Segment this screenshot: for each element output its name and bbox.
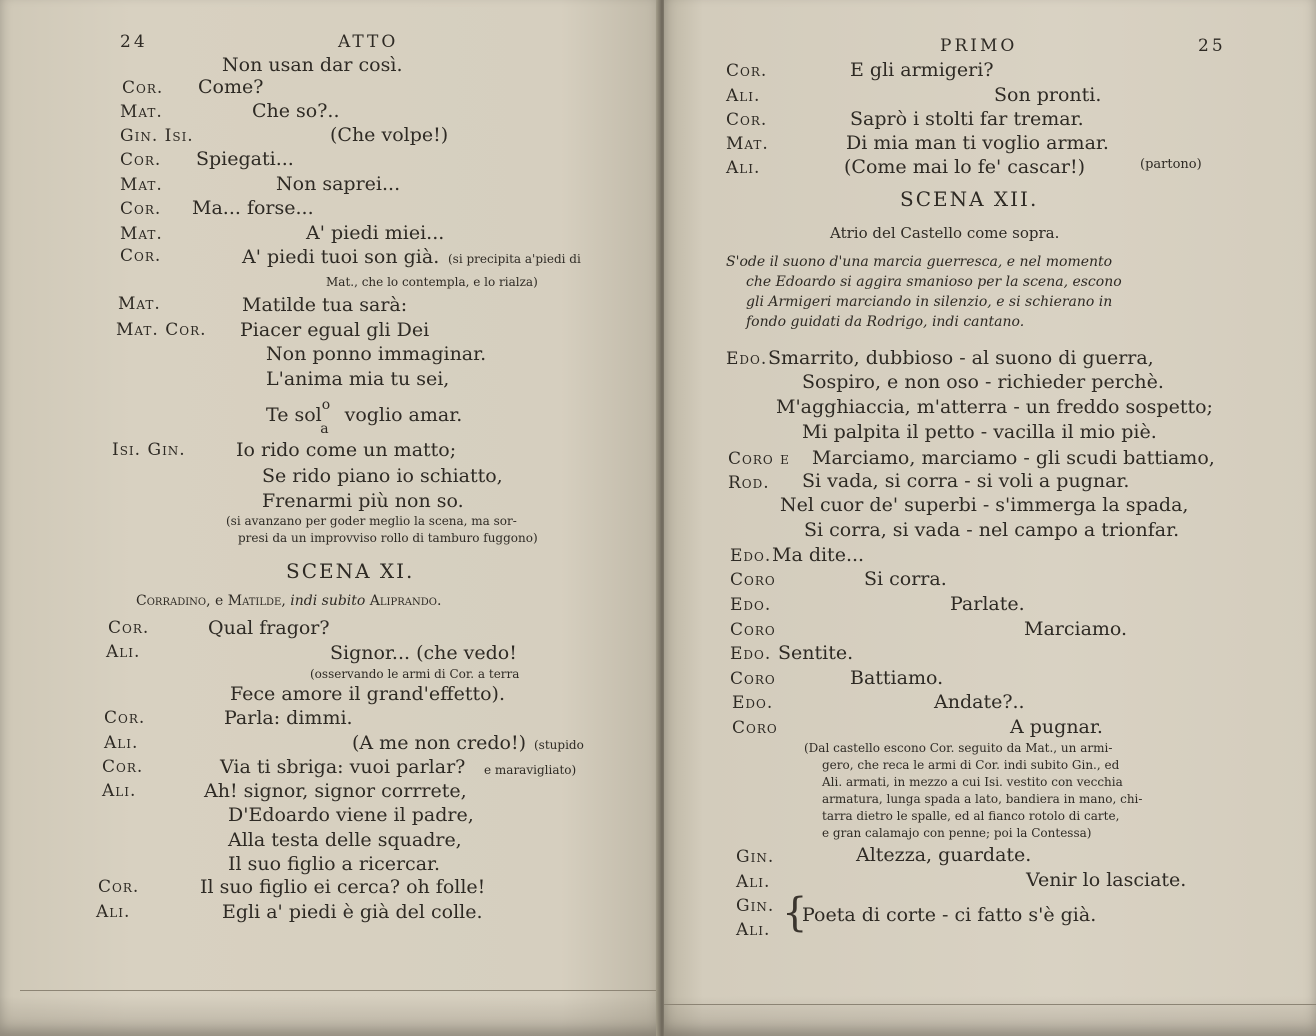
scene-characters: Corradino, e Matilde, indi subito Aliprando. [136,593,442,609]
speaker: Gin. Isi. [120,126,194,146]
verse-line: Fece amore il grand'effetto). [230,683,505,705]
speaker: Coro [732,718,778,738]
verse-line: A' piedi tuoi son già. [242,246,440,268]
speaker: Coro [730,620,776,640]
verse-line: Non usan dar così. [222,54,403,76]
verse-line: Battiamo. [850,667,944,689]
stage-direction: S'ode il suono d'una marcia guerresca, e nel momento [726,254,1113,270]
right-page [664,0,1316,1036]
speaker: Coro [730,570,776,590]
stage-direction: gli Armigeri marciando in silenzio, e si schierano in [746,294,1113,310]
verse-line: Non saprei... [276,173,401,195]
stage-note: Ali. armati, in mezzo a cui Isi. vestito con vecchia [822,775,1123,789]
verse-line: Matilde tua sarà: [242,294,408,316]
verse-line: M'agghiaccia, m'atterra - un freddo sospetto; [776,396,1213,418]
stage-note: presi da un improvviso rollo di tamburo fuggono) [238,531,538,545]
verse-line: Qual fragor? [208,617,330,639]
verse-line: (A me non credo!) [352,732,527,754]
verse-line: Di mia man ti voglio armar. [846,132,1109,154]
verse-line: Alla testa delle squadre, [228,829,462,851]
verse-line: L'anima mia tu sei, [266,368,450,390]
speaker: Edo. [730,644,772,664]
scene-title: SCENA XI. [286,559,415,583]
speaker: Cor. [120,246,162,266]
verse-line: Ma dite... [772,544,865,566]
verse-line: Il suo figlio ei cerca? oh folle! [200,876,486,898]
verse-line: Ah! signor, signor corrrete, [204,780,467,802]
verse-line: Frenarmi più non so. [262,490,464,512]
speaker: Ali. [736,872,771,892]
speaker: Edo. [730,595,772,615]
speaker: Ali. [96,902,131,922]
running-header: ATTO [338,32,399,52]
verse-line: Come? [198,76,264,98]
speaker: Edo. [730,546,772,566]
verse-line: Ma... forse... [192,197,314,219]
verse-line: Mi palpita il petto - vacilla il mio piè. [802,421,1157,443]
stage-note: tarra dietro le spalle, ed al fianco rotolo di carte, [822,809,1120,823]
speaker: Cor. [122,78,164,98]
speaker: Cor. [98,877,140,897]
verse-line: Venir lo lasciate. [1026,869,1187,891]
verse-line: Parlate. [950,593,1025,615]
verse-line: Il suo figlio a ricercar. [228,853,441,875]
speaker: Mat. [120,102,163,122]
stage-note: armatura, lunga spada a lato, bandiera in mano, chi- [822,792,1143,806]
speaker: Cor. [102,757,144,777]
speaker: Isi. Gin. [112,440,186,460]
speaker: Ali. [726,158,761,178]
speaker: Ali. [104,733,139,753]
stage-direction: che Edoardo si aggira smanioso per la scena, escono [746,274,1122,290]
verse-line: Te sol$^o_a$ voglio amar. [266,397,463,437]
stage-note: gero, che reca le armi di Cor. indi subito Gin., ed [822,758,1120,772]
stage-direction: fondo guidati da Rodrigo, indi cantano. [746,314,1025,330]
speaker: Ali. [736,920,771,940]
verse-line: Via ti sbriga: vuoi parlar? [220,756,466,778]
page-shadow [0,996,660,1036]
stage-note: (si avanzano per goder meglio la scena, ma sor- [226,514,517,528]
verse-line: Che so?.. [252,100,340,122]
speaker: Mat. [120,175,163,195]
stage-note: (stupido [534,738,584,752]
stage-note: e gran calamajo con penne; poi la Contessa) [822,826,1092,840]
speaker: Rod. [728,473,770,493]
verse-line: A' piedi miei... [306,222,445,244]
verse-line: Marciamo, marciamo - gli scudi battiamo, [812,447,1215,469]
speaker: Gin. [736,847,775,867]
verse-line: Se rido piano io schiatto, [262,465,503,487]
speaker: Cor. [104,708,146,728]
stage-note: (partono) [1140,157,1202,172]
speaker: Coro [730,669,776,689]
verse-line: Spiegati... [196,148,294,170]
page-number: 24 [120,32,148,52]
verse-line: Andate?.. [934,691,1025,713]
verse-line: Io rido come un matto; [236,439,457,461]
verse-line: (Che volpe!) [330,124,449,146]
speaker: Cor. [726,110,768,130]
stage-note: Mat., che lo contempla, e lo rialza) [326,275,538,289]
speaker: Edo. [726,349,768,369]
verse-line: Piacer egual gli Dei [240,319,430,341]
verse-line: Signor... (che vedo! [330,642,517,664]
verse-line: D'Edoardo viene il padre, [228,804,474,826]
verse-line: Si corra. [864,568,947,590]
speaker: Mat. Cor. [116,320,207,340]
scene-setting: Atrio del Castello come sopra. [830,224,1060,242]
speaker: Mat. [726,134,769,154]
verse-line: Egli a' piedi è già del colle. [222,901,483,923]
verse-line: Sospiro, e non oso - richieder perchè. [802,371,1164,393]
stage-note: (osservando le armi di Cor. a terra [310,667,520,681]
speaker: Cor. [120,150,162,170]
verse-line: Si vada, si corra - si voli a pugnar. [802,470,1130,492]
speaker: Ali. [106,642,141,662]
verse-line: (Come mai lo fe' cascar!) [844,156,1086,178]
verse-line: Parla: dimmi. [224,707,353,729]
speaker: Ali. [726,86,761,106]
stage-note: (Dal castello escono Cor. seguito da Mat., un armi- [804,741,1113,755]
speaker: Mat. [120,224,163,244]
verse-line: Nel cuor de' superbi - s'immerga la spada, [780,494,1189,516]
brace: { [782,890,808,936]
verse-line: E gli armigeri? [850,59,994,81]
speaker: Mat. [118,294,161,314]
verse-line: Altezza, guardate. [856,844,1032,866]
scene-title: SCENA XII. [900,187,1039,211]
speaker: Cor. [120,199,162,219]
verse-line: Son pronti. [994,84,1102,106]
stage-note: e maravigliato) [484,763,577,777]
verse-line: Non ponno immaginar. [266,343,487,365]
verse-line: Poeta di corte - ci fatto s'è già. [802,904,1097,926]
page-shadow [664,996,1316,1036]
speaker: Edo. [732,693,774,713]
verse-line: Marciamo. [1024,618,1128,640]
speaker: Cor. [726,61,768,81]
speaker: Cor. [108,618,150,638]
verse-line: Saprò i stolti far tremar. [850,108,1084,130]
running-header: PRIMO [940,36,1018,56]
speaker: Ali. [102,781,137,801]
verse-line: A pugnar. [1010,716,1103,738]
verse-line: Sentite. [778,642,854,664]
verse-line: Smarrito, dubbioso - al suono di guerra, [768,347,1154,369]
verse-line: Si corra, si vada - nel campo a trionfar. [804,519,1180,541]
page-edge [20,990,660,991]
speaker: Coro e [728,449,790,469]
speaker: Gin. [736,896,775,916]
stage-note: (si precipita a'piedi di [448,252,581,266]
page-number: 25 [1198,36,1226,56]
